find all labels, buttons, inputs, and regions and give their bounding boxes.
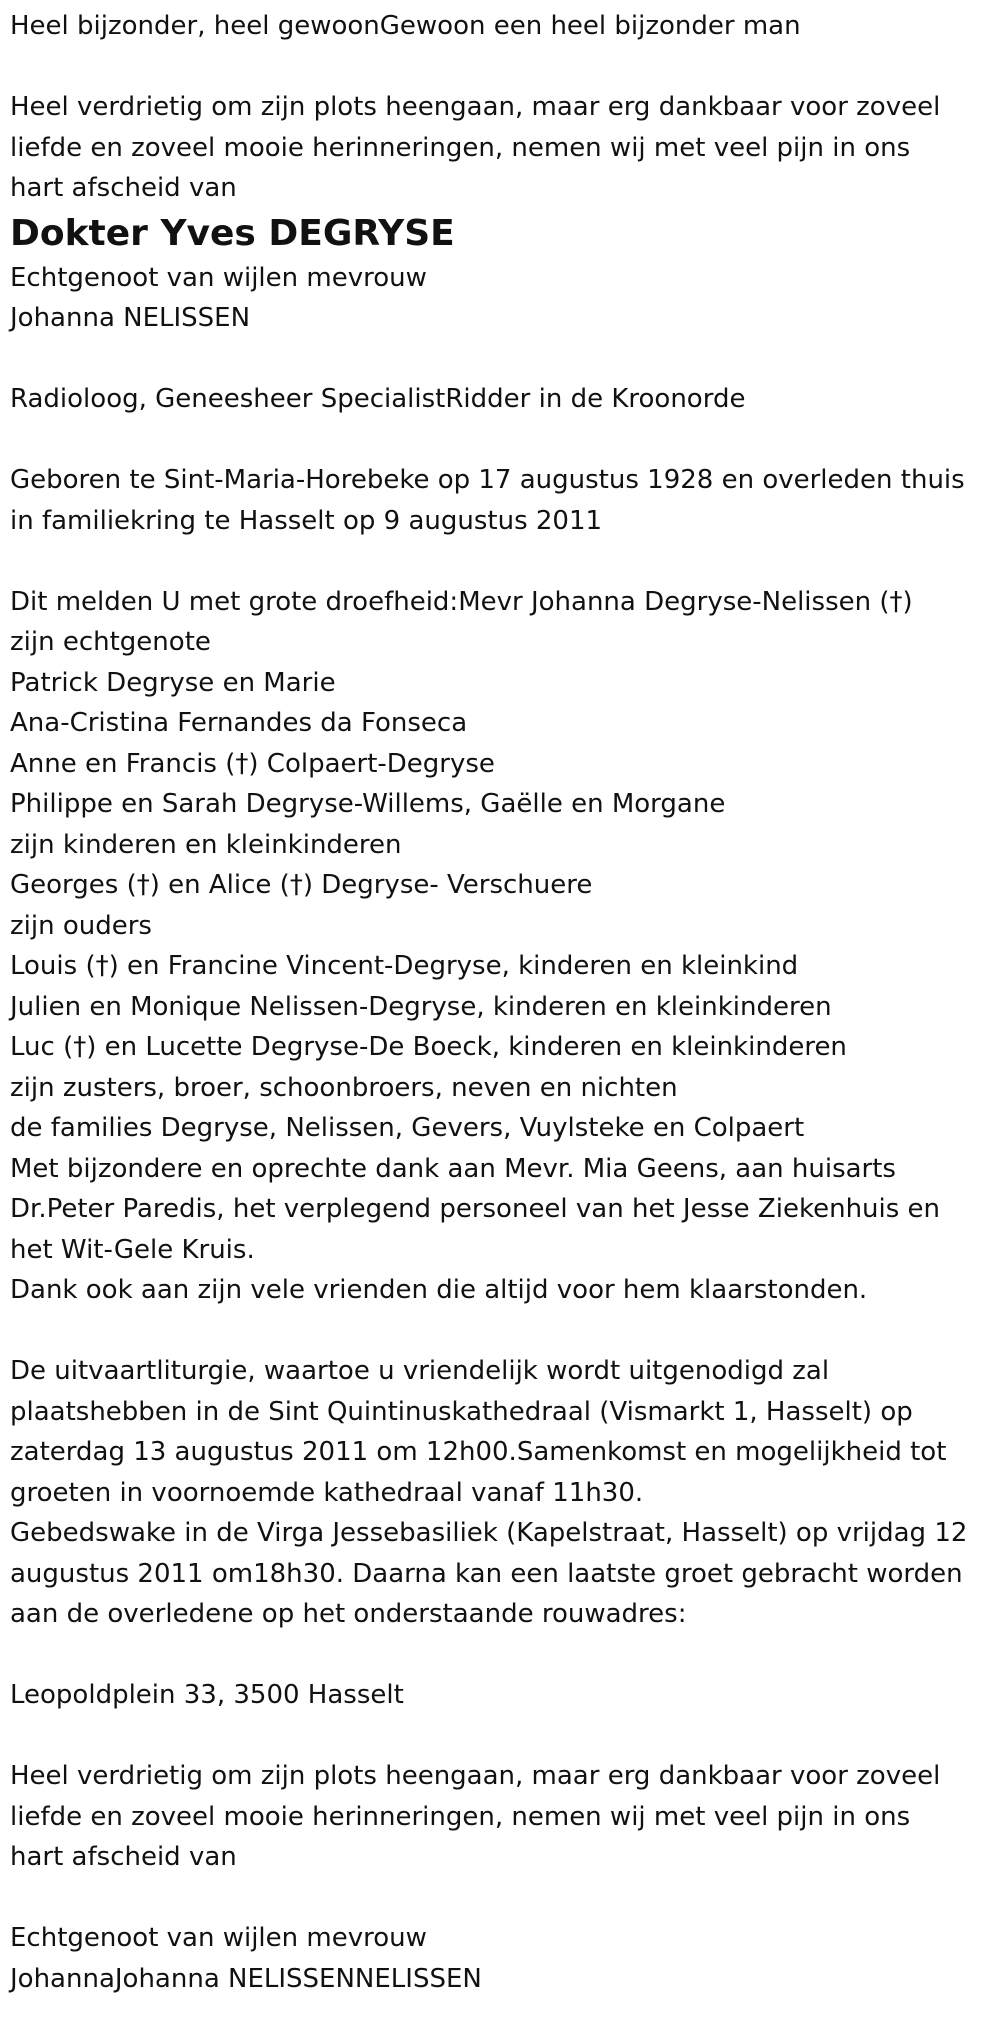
funeral-line: plaatshebben in de Sint Quintinuskathedraal (Vismarkt 1, Hasselt) op xyxy=(10,1396,913,1427)
funeral-line: zaterdag 13 augustus 2011 om 12h00.Samenkomst en mogelijkheid tot xyxy=(10,1437,947,1467)
funeral-line: augustus 2011 om18h30. Daarna kan een laatste groet gebracht worden xyxy=(10,1558,963,1589)
family-line: Louis (†) en Francine Vincent-Degryse, kinderen en kleinkind xyxy=(10,951,799,981)
family-line: Dr.Peter Paredis, het verplegend personeel van het Jesse Ziekenhuis en xyxy=(10,1194,941,1224)
deceased-name: Dokter Yves DEGRYSE xyxy=(10,212,455,254)
spouse-line: Echtgenoot van wijlen mevrouw xyxy=(10,262,427,293)
spacer xyxy=(10,47,990,88)
family-line: de families Degryse, Nelissen, Gevers, Vuylsteke en Colpaert xyxy=(10,1113,805,1143)
family-line: zijn kinderen en kleinkinderen xyxy=(10,829,402,860)
address-line: Leopoldplein 33, 3500 Hasselt xyxy=(10,1680,404,1710)
funeral-line: Gebedswake in de Virga Jessebasiliek (Kapelstraat, Hasselt) op vrijdag 12 xyxy=(10,1518,968,1548)
birth-death-line: Geboren te Sint-Maria-Horebeke op 17 augustus 1928 en overleden thuis xyxy=(10,465,965,495)
family-line: Luc (†) en Lucette Degryse-De Boeck, kinderen en kleinkinderen xyxy=(10,1032,847,1062)
family-line: Georges (†) en Alice (†) Degryse- Verschuere xyxy=(10,870,593,900)
funeral-line: De uitvaartliturgie, waartoe u vriendelijk wordt uitgenodigd zal xyxy=(10,1356,830,1386)
family-line: Patrick Degryse en Marie xyxy=(10,667,336,698)
closing-spouse-line: JohannaJohanna NELISSENNELISSEN xyxy=(10,1963,482,1994)
birth-death-line: in familiekring te Hasselt op 9 augustus 2011 xyxy=(10,505,603,536)
spacer xyxy=(10,1716,990,1757)
intro-line: liefde en zoveel mooie herinneringen, nemen wij met veel pijn in ons xyxy=(10,132,911,163)
family-line: Philippe en Sarah Degryse-Willems, Gaëlle en Morgane xyxy=(10,789,726,819)
family-line: Anne en Francis (†) Colpaert-Degryse xyxy=(10,748,495,779)
profession-line: Radioloog, Geneesheer SpecialistRidder in de Kroonorde xyxy=(10,384,746,414)
family-line: zijn echtgenote xyxy=(10,627,211,657)
family-line: Dit melden U met grote droefheid:Mevr Johanna Degryse-Nelissen (†) xyxy=(10,586,913,617)
closing-intro-line: liefde en zoveel mooie herinneringen, nemen wij met veel pijn in ons xyxy=(10,1801,911,1832)
funeral-line: groeten in voornoemde kathedraal vanaf 11h30. xyxy=(10,1477,644,1508)
family-line: zijn zusters, broer, schoonbroers, neven en nichten xyxy=(10,1072,678,1103)
closing-intro-line: Heel verdrietig om zijn plots heengaan, maar erg dankbaar voor zoveel xyxy=(10,1761,941,1791)
spacer xyxy=(10,1635,990,1676)
intro-line: Heel verdrietig om zijn plots heengaan, maar erg dankbaar voor zoveel xyxy=(10,92,941,122)
family-line: Met bijzondere en oprechte dank aan Mevr. Mia Geens, aan huisarts xyxy=(10,1153,896,1184)
closing-spouse-line: Echtgenoot van wijlen mevrouw xyxy=(10,1923,427,1953)
intro-line: hart afscheid van xyxy=(10,173,237,203)
spacer xyxy=(10,1878,990,1919)
funeral-line: aan de overledene op het onderstaande rouwadres: xyxy=(10,1599,687,1629)
spacer xyxy=(10,420,990,461)
closing-intro-line: hart afscheid van xyxy=(10,1842,237,1872)
spacer xyxy=(10,1311,990,1352)
family-line: Dank ook aan zijn vele vrienden die altijd voor hem klaarstonden. xyxy=(10,1275,868,1305)
spouse-line: Johanna NELISSEN xyxy=(10,303,251,333)
spacer xyxy=(10,339,990,380)
family-line: zijn ouders xyxy=(10,910,152,941)
top-line: Heel bijzonder, heel gewoonGewoon een heel bijzonder man xyxy=(10,11,801,41)
family-line: Ana-Cristina Fernandes da Fonseca xyxy=(10,708,468,738)
family-line: het Wit-Gele Kruis. xyxy=(10,1234,255,1265)
family-line: Julien en Monique Nelissen-Degryse, kinderen en kleinkinderen xyxy=(10,991,832,1022)
spacer xyxy=(10,541,990,582)
